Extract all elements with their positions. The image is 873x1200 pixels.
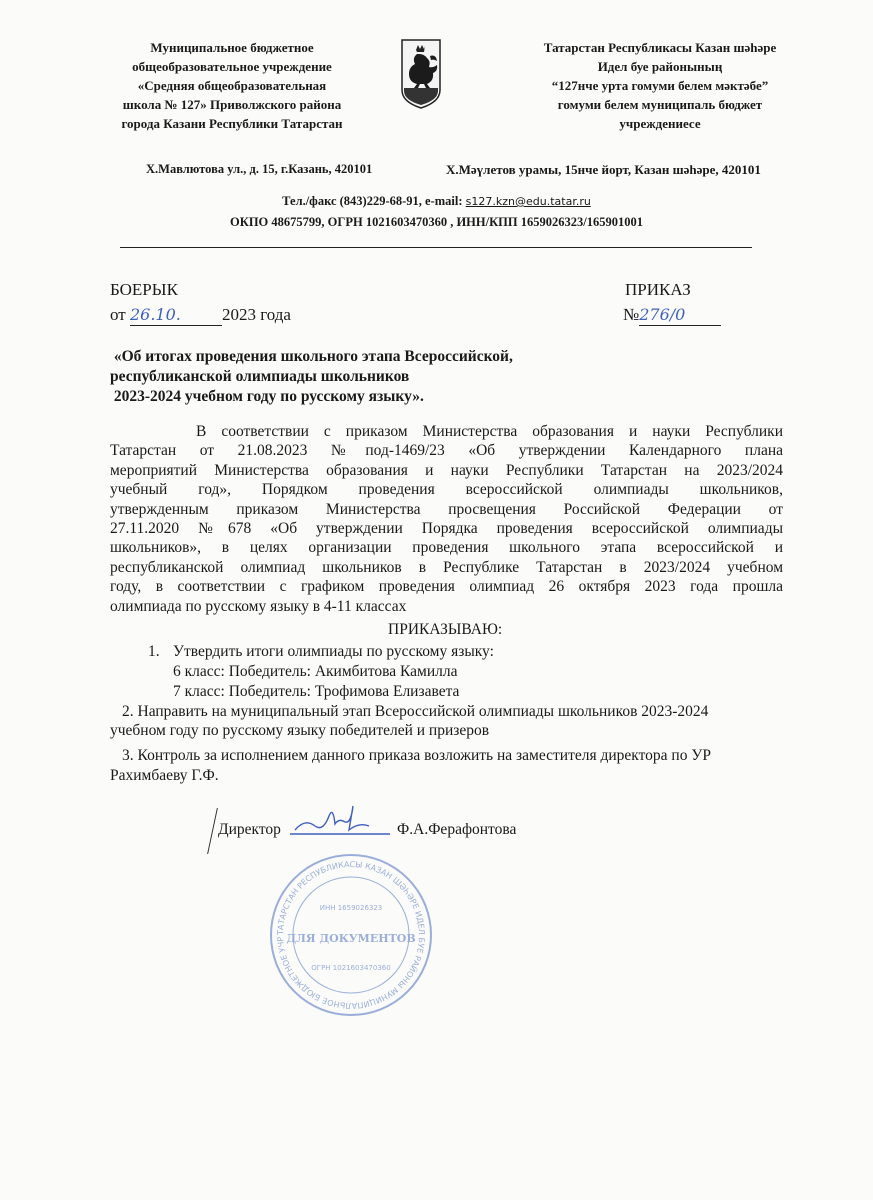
body-line: утвержденным приказом Министерства просвещения Российской Федерации от — [110, 500, 783, 518]
address-russian: Х.Мавлютова ул., д. 15, г.Казань, 420101 — [146, 162, 373, 176]
item-2-line: учебном году по русскому языку победителей и призеров — [110, 722, 490, 739]
body-line: мероприятий Министерства образования и науки Республики Татарстан на 2023/2024 — [110, 461, 783, 479]
school-name-tatar — [510, 38, 810, 133]
order-label-russian: ПРИКАЗ — [625, 280, 691, 299]
body-line: В соответствии с приказом Министерства образования и науки Республики — [196, 423, 783, 440]
preamble-paragraph — [110, 422, 783, 616]
date-suffix: 2023 года — [221, 305, 291, 324]
kazan-coat-of-arms-icon — [400, 38, 442, 110]
official-stamp — [268, 852, 434, 1018]
order-number — [623, 305, 721, 326]
school-name-russian — [92, 38, 372, 133]
header-right-line: “127нче урта гомуми белем мәктәбе” — [551, 78, 769, 93]
order-label-tatar: БОЕРЫК — [110, 280, 178, 299]
body-line: учебный год», Порядком проведения всероссийской олимпиады школьников, — [110, 481, 783, 499]
number-prefix: № — [623, 305, 640, 324]
header-right-line: Идел буе районының — [597, 59, 723, 74]
handwritten-order-number: 276/0 — [639, 305, 686, 324]
header-right-line: Татарстан Республикасы Казан шәһәре — [543, 40, 777, 55]
title-line: «Об итогах проведения школьного этапа Всероссийской, — [110, 348, 513, 365]
header-left-line: школа № 127» Приволжского района — [122, 97, 342, 112]
phone-fax: Тел./факс (843)229-68-91, e-mail: — [282, 194, 466, 208]
body-line: олимпиада по русскому языку в 4-11 классах — [110, 597, 407, 615]
header-left-line: «Средняя общеобразовательная — [137, 78, 327, 93]
item-2-line: 2. Направить на муниципальный этап Всероссийской олимпиады школьников 2023-2024 — [122, 703, 709, 720]
svg-text:ДЛЯ ДОКУМЕНТОВ: ДЛЯ ДОКУМЕНТОВ — [286, 932, 416, 945]
svg-text:ИНН 1659026323: ИНН 1659026323 — [319, 904, 383, 912]
body-line: школьников», в целях организации проведения школьного этапа всероссийской и — [110, 539, 783, 557]
header-right-line: гомуми белем муниципаль бюджет — [557, 97, 763, 112]
signatory-name: Ф.А.Ферафонтова — [397, 821, 517, 838]
director-signature — [290, 800, 400, 840]
svg-text:ОГРН 1021603470360: ОГРН 1021603470360 — [311, 964, 391, 972]
header-right-line: учреждениесе — [619, 116, 701, 131]
item-3-line: 3. Контроль за исполнением данного приказа возложить на заместителя директора по УР — [122, 747, 711, 764]
email-link[interactable]: s127.kzn@edu.tatar.ru — [465, 195, 591, 208]
body-line: республиканской олимпиад школьников в Республике Татарстан в 2023/2024 учебном — [110, 558, 783, 576]
decree-word: ПРИКАЗЫВАЮ: — [388, 621, 503, 638]
item-1-text: Утвердить итоги олимпиады по русскому языку: — [173, 643, 494, 660]
signatory-position: Директор — [218, 821, 281, 838]
header-divider — [120, 247, 752, 248]
header-left-line: города Казани Республики Татарстан — [121, 116, 343, 131]
body-line: Татарстан от 21.08.2023 №под-1469/23 «Об утверждении Календарного плана — [110, 442, 783, 460]
date-prefix: от — [110, 305, 126, 324]
winner-grade-6: 6 класс: Победитель: Акимбитова Камилла — [173, 663, 458, 680]
order-date — [110, 305, 291, 326]
item-1-number: 1. — [148, 643, 160, 660]
address-tatar: Х.Мәүлетов урамы, 15нче йорт, Казан шәһәре, 420101 — [446, 162, 761, 177]
title-line: республиканской олимпиады школьников — [110, 368, 410, 385]
body-line: 27.11.2020 №678 «Об утверждении Порядка проведения всероссийской олимпиады — [110, 520, 783, 538]
header-left-line: Муниципальное бюджетное — [150, 40, 314, 55]
handwritten-date: 26.10. — [129, 305, 181, 324]
body-line: году, в соответствии с графиком проведения олимпиад 26 октября 2023 года прошла — [110, 578, 783, 596]
svg-text:ТАТАРСТАН РЕСПУБЛИКАСЫ КАЗАН Ш: ТАТАРСТАН РЕСПУБЛИКАСЫ КАЗАН ШӘҺӘРЕ ИДЕЛ БУЕ РАЙОНЫ МУНИЦИПАЛЬНОЕ БЮДЖЕТНОЕ УЧР — [275, 859, 427, 1011]
item-3-line: Рахимбаеву Г.Ф. — [110, 767, 219, 784]
title-line: 2023-2024 учебном году по русскому языку». — [110, 388, 424, 405]
contact-line — [0, 194, 873, 209]
registry-codes: ОКПО 48675799, ОГРН 1021603470360 , ИНН/КПП 1659026323/165901001 — [230, 215, 643, 229]
header-left-line: общеобразовательное учреждение — [132, 59, 332, 74]
winner-grade-7: 7 класс: Победитель: Трофимова Елизавета — [173, 683, 460, 700]
order-title — [110, 347, 513, 407]
